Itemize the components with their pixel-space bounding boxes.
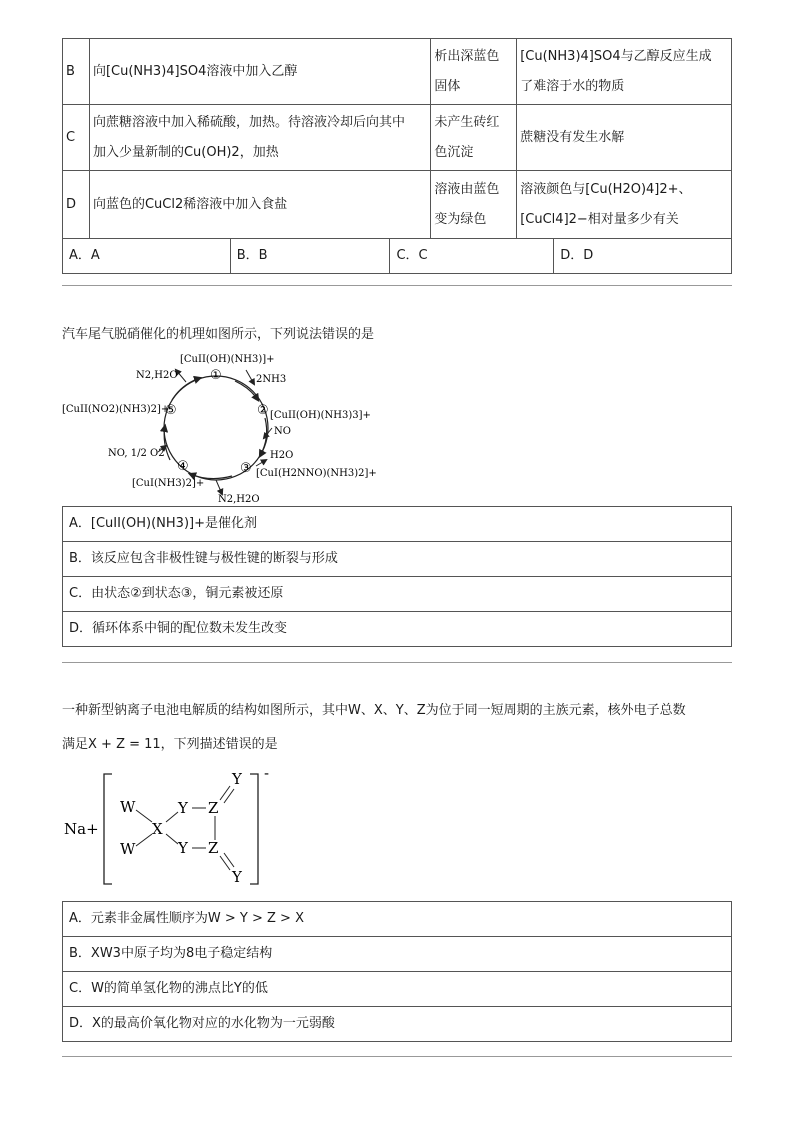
phenomenon-cell (431, 105, 517, 171)
choice-b[interactable]: B．B (230, 239, 390, 274)
arrow-1-2 (235, 381, 258, 400)
atom-y: Y (178, 839, 188, 857)
phenomenon-cell (431, 39, 517, 105)
double-bond (224, 853, 234, 867)
question-3-stem-line1: 一种新型钠离子电池电解质的结构如图所示，其中W、X、Y、Z为位于同一短周期的主族元素，核外电子总数 (62, 703, 686, 718)
option-a[interactable]: A．元素非金属性顺序为W > Y > Z > X (63, 902, 732, 937)
operation-cell: 向[Cu(NH3)4]SO4溶液中加入乙醇 (89, 39, 430, 105)
row-label: B (63, 39, 90, 105)
operation-cell (89, 105, 430, 171)
arrow-out-h2o (256, 460, 266, 466)
atom-x: X (152, 820, 163, 838)
atom-w: W (120, 798, 136, 816)
sodium-ion: Na+ (64, 820, 99, 838)
atom-y: Y (232, 770, 242, 788)
option-d[interactable]: D．循环体系中铜的配位数未发生改变 (63, 612, 732, 647)
charge-sign: - (264, 766, 270, 782)
phenomenon-line: 溶液由蓝色 (434, 181, 500, 197)
atom-y: Y (232, 868, 242, 886)
conclusion-line: [CuCl4]2−相对量多少有关 (520, 211, 679, 227)
arrow-in-nh3 (246, 370, 254, 384)
arrow-out-n2h2o-bottom (216, 480, 222, 494)
option-a[interactable]: A．[CuII(OH)(NH3)]+是催化剂 (63, 507, 732, 542)
bond (136, 810, 152, 822)
divider (62, 285, 732, 286)
phenomenon-line: 色沉淀 (434, 144, 474, 160)
choice-d[interactable]: D．D (554, 239, 732, 274)
atom-z: Z (208, 839, 219, 857)
species-5: [CuII(NO2)(NH3)2]+ (62, 404, 170, 415)
state-5: ⑤ (165, 403, 177, 418)
conclusion-line: [Cu(NH3)4]SO4与乙醇反应生成 (520, 48, 712, 64)
atom-z: Z (208, 799, 219, 817)
row-label: D (63, 171, 90, 239)
divider (62, 662, 732, 663)
operation-line: 加入少量新制的Cu(OH)2，加热 (92, 144, 279, 160)
table-row (63, 39, 732, 105)
phenomenon-cell (431, 171, 517, 239)
table-row (63, 171, 732, 239)
bond (166, 834, 178, 844)
output-n2h2o-top: N2,H2O (136, 370, 178, 381)
species-2: [CuII(OH)(NH3)3]+ (270, 410, 371, 421)
left-bracket (104, 774, 112, 884)
phenomenon-line: 析出深蓝色 (434, 48, 500, 64)
state-3: ③ (240, 461, 252, 476)
phenomenon-line: 未产生砖红 (434, 114, 500, 130)
option-c[interactable]: C．由状态②到状态③，铜元素被还原 (63, 577, 732, 612)
atom-w: W (120, 840, 136, 858)
state-2: ② (257, 403, 269, 418)
options-q2 (62, 506, 732, 647)
conclusion-cell: 蔗糖没有发生水解 (517, 105, 732, 171)
operation-line: 向蔗糖溶液中加入稀硫酸，加热。待溶液冷却后向其中 (92, 114, 405, 130)
bond (166, 812, 178, 822)
bond (136, 834, 152, 846)
state-1: ① (210, 368, 222, 383)
choice-c[interactable]: C．C (390, 239, 554, 274)
phenomenon-line: 固体 (434, 78, 461, 94)
conclusion-line: 溶液颜色与[Cu(H2O)4]2+、 (520, 181, 692, 197)
anion-structure-diagram (60, 766, 290, 890)
conclusion-cell (517, 171, 732, 239)
species-3: [CuI(H2NNO)(NH3)2]+ (256, 468, 377, 479)
options-q3 (62, 901, 732, 1042)
row-label: C (63, 105, 90, 171)
output-h2o: H2O (270, 450, 294, 461)
operation-cell: 向蓝色的CuCl2稀溶液中加入食盐 (89, 171, 430, 239)
choice-a[interactable]: A．A (63, 239, 231, 274)
right-bracket (250, 774, 258, 884)
option-b[interactable]: B．该反应包含非极性键与极性键的断裂与形成 (63, 542, 732, 577)
conclusion-cell (517, 39, 732, 105)
question-2-stem: 汽车尾气脱硝催化的机理如图所示，下列说法错误的是 (62, 327, 375, 342)
state-4: ④ (177, 459, 189, 474)
atom-y: Y (178, 799, 188, 817)
phenomenon-line: 变为绿色 (434, 211, 487, 227)
arrow-2-3 (260, 418, 267, 456)
option-b[interactable]: B．XW3中原子均为8电子稳定结构 (63, 937, 732, 972)
input-2nh3: 2NH3 (256, 374, 287, 385)
output-n2h2o-bottom: N2,H2O (218, 494, 260, 505)
double-bond (220, 856, 230, 870)
species-1: [CuII(OH)(NH3)]+ (180, 354, 275, 365)
divider (62, 1056, 732, 1057)
question-3-stem-line2: 满足X + Z = 11，下列描述错误的是 (62, 737, 278, 752)
choices-row-q1 (62, 238, 732, 274)
option-c[interactable]: C．W的简单氢化物的沸点比Y的低 (63, 972, 732, 1007)
double-bond (224, 789, 234, 803)
input-no-o2: NO, 1/2 O2 (108, 448, 165, 459)
species-4: [CuI(NH3)2]+ (132, 478, 205, 489)
conclusion-line: 了难溶于水的物质 (520, 78, 625, 94)
arrow-4-5 (164, 426, 170, 460)
double-bond (220, 786, 230, 800)
input-no: NO (274, 426, 291, 437)
catalytic-cycle-diagram (60, 348, 380, 506)
option-d[interactable]: D．X的最高价氧化物对应的水化物为一元弱酸 (63, 1007, 732, 1042)
table-row (63, 105, 732, 171)
experiment-table (62, 38, 732, 239)
